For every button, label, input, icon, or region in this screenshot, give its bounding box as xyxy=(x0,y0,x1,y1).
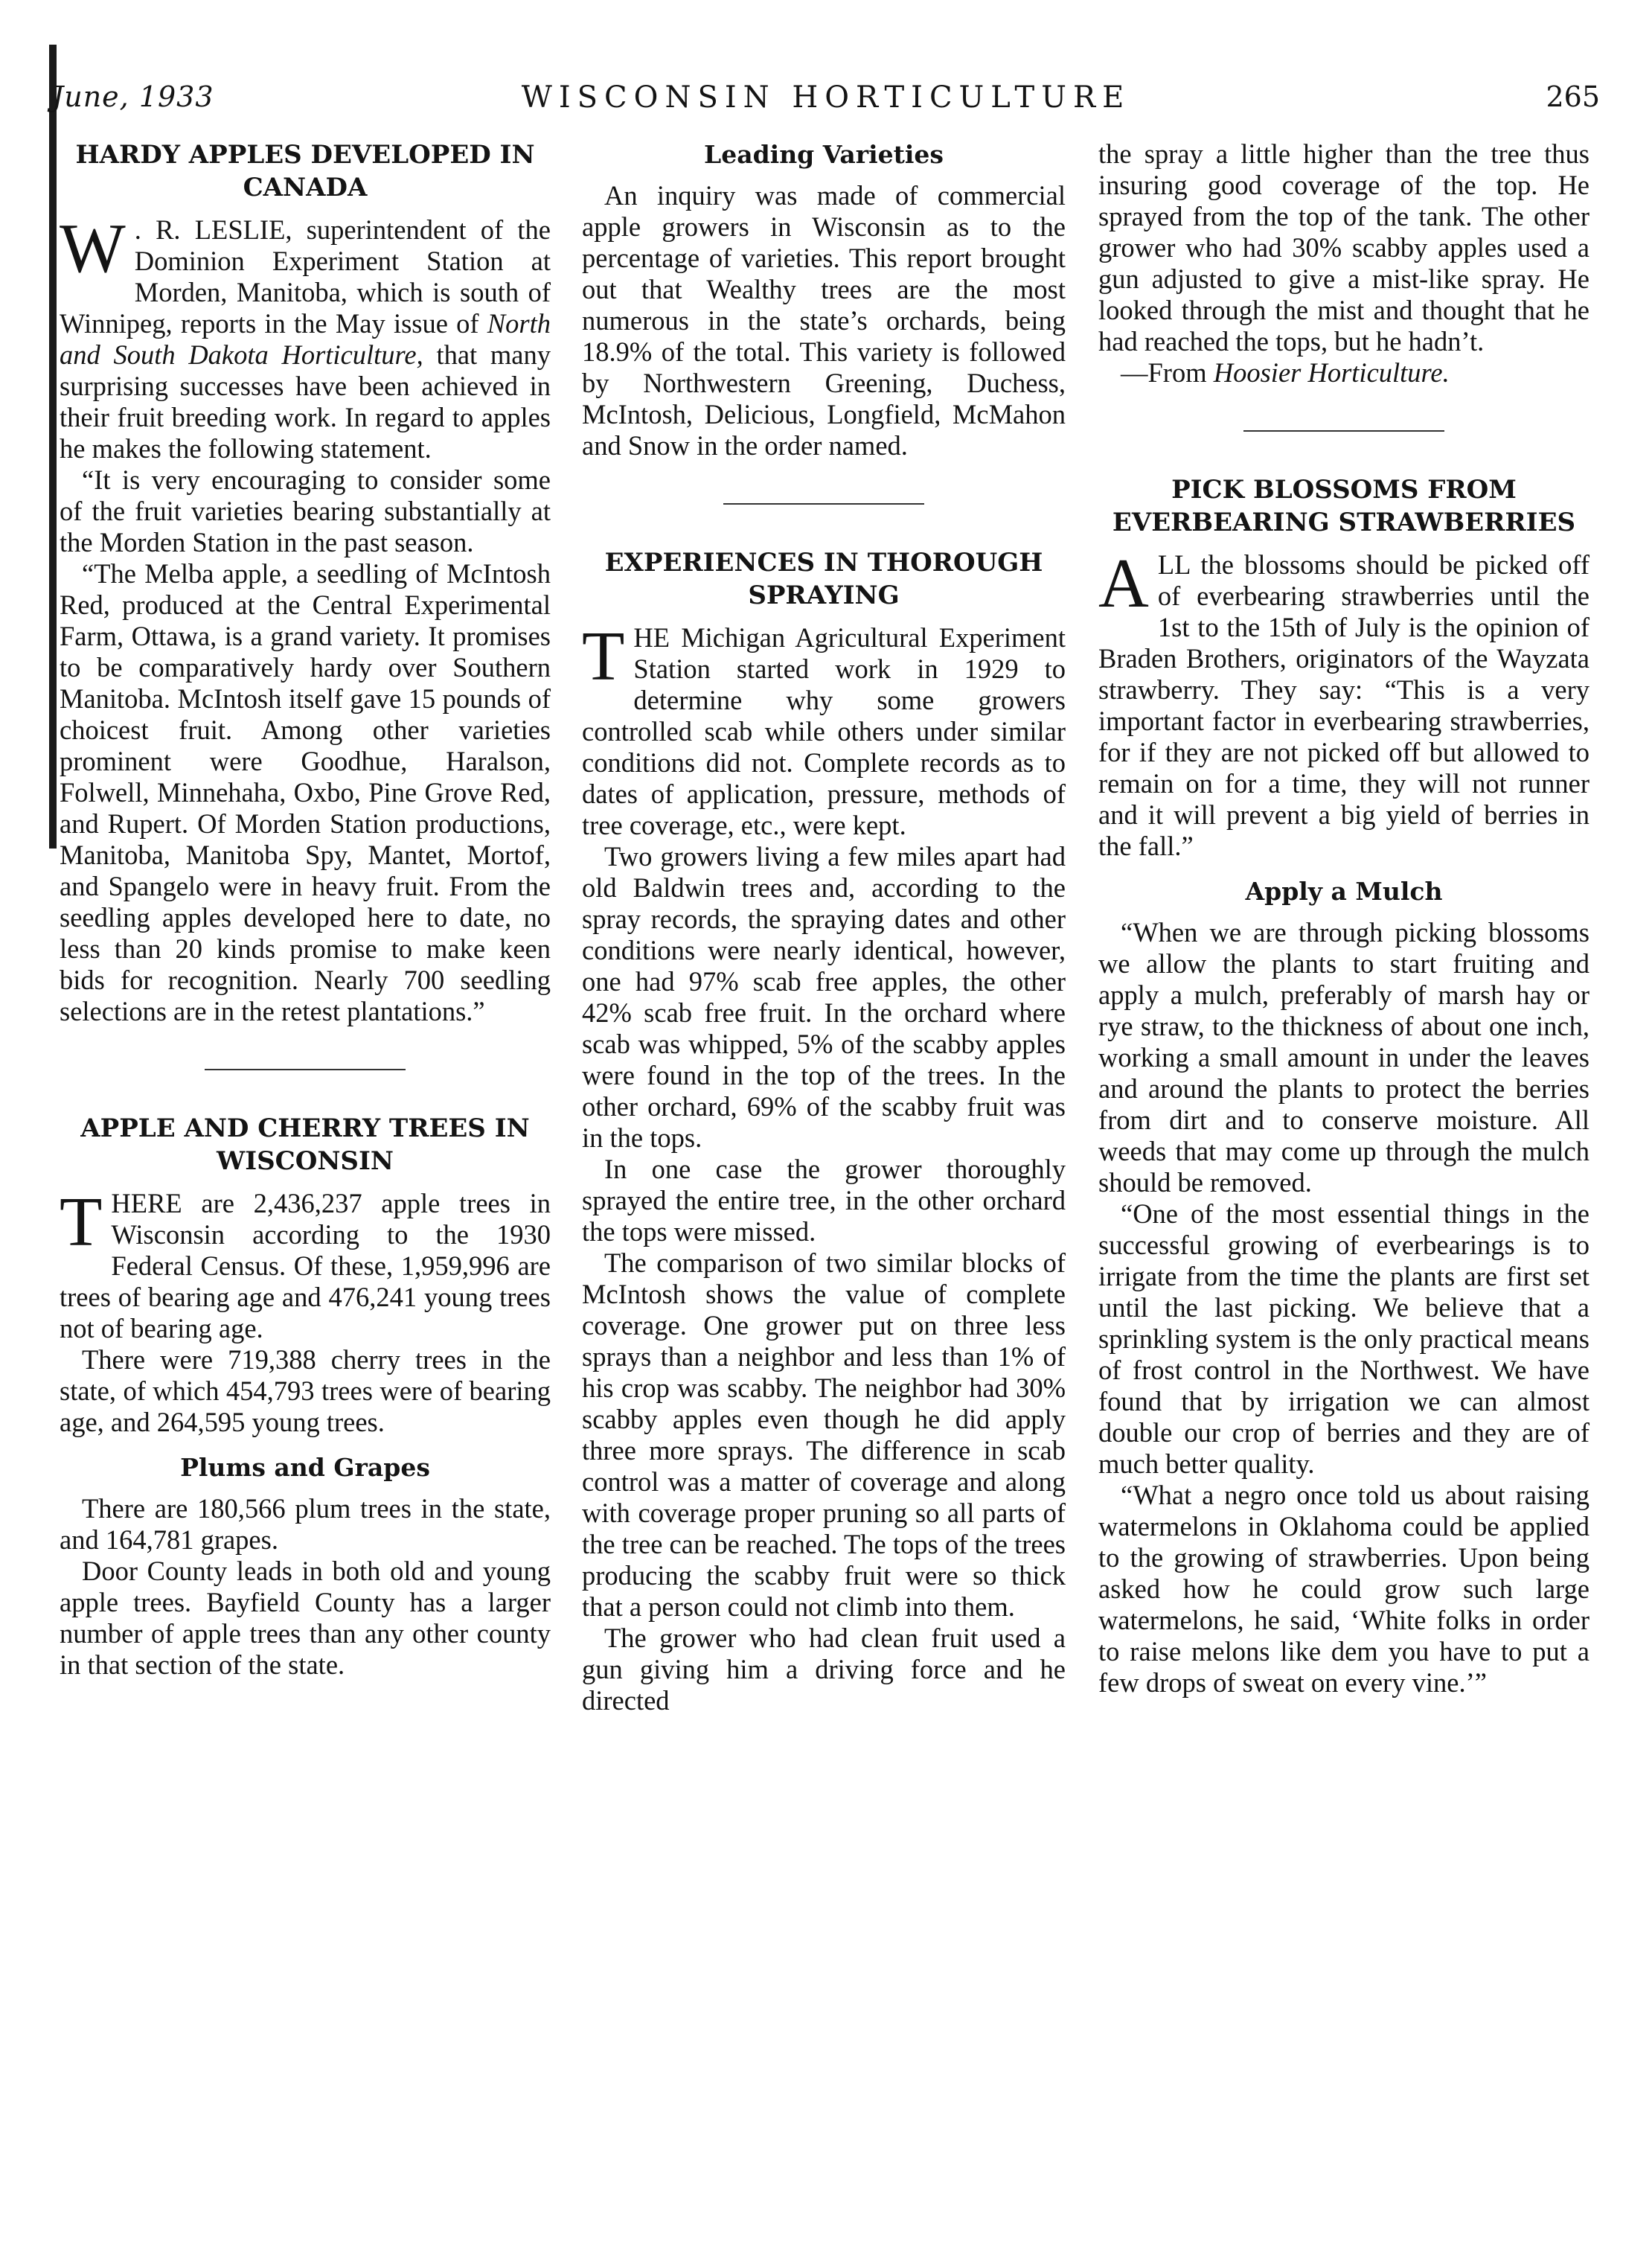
subheading-apply-mulch: Apply a Mulch xyxy=(1245,877,1443,906)
column-2 xyxy=(582,138,1066,2223)
article-paragraph: “One of the most essential things in the successful growing of everbearings is to irrigate from the time the plants are first set until the last picking. We believe that a sprinkling system is the only practical means of frost control in the Northwest. We have found that by irrigation we can almost double our crop of berries and they are of much better quality. xyxy=(1098,1198,1589,1479)
article-paragraph: THE Michigan Agricultural Experiment Station started work in 1929 to determine why some growers controlled scab while others under similar conditions did not. Complete records as to dates of application, pressure, methods of tree coverage, etc., were kept. xyxy=(582,618,1066,840)
drop-cap: T xyxy=(582,618,625,695)
page-number: 265 xyxy=(1546,80,1600,113)
article-heading-blossoms: PICK BLOSSOMS FROM EVERBEARING STRAWBERRIES xyxy=(1112,475,1576,537)
section-divider xyxy=(723,503,924,505)
column-1 xyxy=(60,138,551,2223)
article-paragraph: The grower who had clean fruit used a gun giving him a driving force and he directed xyxy=(582,1623,1066,1716)
article-paragraph: “The Melba apple, a seedling of McIntosh Red, produced at the Central Experimental Farm, Ottawa, is a grand variety. It promises to be comparatively hardy over Southern Manitoba. McIntosh itself gave 15 pounds of choicest fruit. Among other varieties prominent were Goodhue, Haralson, Folwell, Minnehaha, Oxbo, Pine Grove Red, and Rupert. Of Morden Station productions, Manitoba, Manitoba Spy, Mantet, Mortof, and Spangelo were in heavy fruit. From the seedling apples developed here to date, no less than 20 kinds promise to make keen bids for recognition. Nearly 700 seedling selections are in the retest plantations.” xyxy=(60,558,551,1026)
article-paragraph: Door County leads in both old and young apple trees. Bayfield County has a larger number of apple trees than any other county in that section of the state. xyxy=(60,1556,551,1680)
source-publication: Hoosier Horticulture. xyxy=(1213,357,1450,388)
article-paragraph: There are 180,566 plum trees in the state, and 164,781 grapes. xyxy=(60,1493,551,1555)
publication-title: North and South Dakota Horticulture, xyxy=(60,308,551,370)
article-paragraph: “It is very encouraging to consider some of the fruit varieties bearing substantially at the Morden Station in the past season. xyxy=(60,464,551,557)
article-heading-apple-cherry: APPLE AND CHERRY TREES IN WISCONSIN xyxy=(80,1113,530,1176)
subheading-plums-grapes: Plums and Grapes xyxy=(180,1453,430,1482)
running-head xyxy=(52,80,1600,125)
article-paragraph: Two growers living a few miles apart had old Baldwin trees and, according to the spray records, the spraying dates and other conditions were nearly identical, however, one had 97% scab free apples, the other 42% scab free fruit. In the orchard where scab was whipped, 5% of the scabby apples were found in the top of the trees. In the other orchard, 69% of the scabby fruit was in the tops. xyxy=(582,841,1066,1153)
article-paragraph: There were 719,388 cherry trees in the state, of which 454,793 trees were of bearing age, and 264,595 young trees. xyxy=(60,1344,551,1437)
source-credit: —From Hoosier Horticulture. xyxy=(1121,357,1450,388)
article-paragraph: “What a negro once told us about raising watermelons in Oklahoma could be applied to the growing of strawberries. Upon being asked how he could grow such large watermelons, he said, ‘White folks in order to raise melons like dem you have to put a few drops of sweat on every vine.’” xyxy=(1098,1480,1589,1698)
column-3 xyxy=(1098,138,1589,2223)
section-divider xyxy=(205,1069,406,1070)
drop-cap: A xyxy=(1098,545,1149,622)
article-paragraph: ALL the blossoms should be picked off of everbearing strawberries until the 1st to the 15th of July is the opinion of Braden Brothers, originators of the Wayzata strawberry. They say: “This is a very important factor in everbearing strawberries, for if they are not picked off but allowed to remain on for a time, they will not runner and it will prevent a big yield of berries in the fall.” xyxy=(1098,545,1589,861)
article-paragraph: THERE are 2,436,237 apple trees in Wisconsin according to the 1930 Federal Census. Of these, 1,959,996 are trees of bearing age and 476,241 young trees not of bearing age. xyxy=(60,1183,551,1343)
article-paragraph: “When we are through picking blossoms we allow the plants to start fruiting and apply a mulch, preferably of marsh hay or rye straw, to the thickness of about one inch, working a small amount in under the leaves and around the plants to protect the berries from dirt and to conserve moisture. All weeds that may come up through the mulch should be removed. xyxy=(1098,917,1589,1198)
section-divider xyxy=(1243,430,1444,432)
issue-date: June, 1933 xyxy=(52,80,214,113)
subheading-leading-varieties: Leading Varieties xyxy=(704,140,944,169)
binding-edge xyxy=(49,45,57,849)
drop-cap: T xyxy=(60,1183,103,1261)
article-paragraph: W . R. LESLIE, superintendent of the Dominion Experiment Station at Morden, Manitoba, which is south of Winnipeg, reports in the May issue of North and South Dakota Horticulture, that many surprising successes have been achieved in their fruit breeding work. In regard to apples he makes the following statement. xyxy=(60,210,551,464)
drop-cap: W xyxy=(60,210,126,287)
journal-title: WISCONSIN HORTICULTURE xyxy=(521,80,1131,115)
article-paragraph-continued: the spray a little higher than the tree thus insuring good coverage of the top. He sprayed from the top of the tank. The other grower who had 30% scabby apples used a gun adjusted to give a mist-like spray. He looked through the mist and thought that he had reached the tops, but he hadn’t. xyxy=(1098,138,1589,357)
article-paragraph: The comparison of two similar blocks of McIntosh shows the value of complete coverage. One grower put on three less sprays than a neighbor and less than 1% of his crop was scabby. The neighbor had 30% scabby apples even though he did apply three more sprays. The difference in scab control was a matter of coverage and along with coverage proper pruning so all parts of the tree can be reached. The tops of the trees producing the scabby fruit were so thick that a person could not climb into them. xyxy=(582,1247,1066,1622)
article-heading-hardy-apples: HARDY APPLES DEVELOPED IN CANADA xyxy=(75,140,535,202)
article-heading-spraying: EXPERIENCES IN THOROUGH SPRAYING xyxy=(604,548,1043,610)
article-paragraph: An inquiry was made of commercial apple growers in Wisconsin as to the percentage of varieties. This report brought out that Wealthy trees are the most numerous in the state’s orchards, being 18.9% of the total. This variety is followed by Northwestern Greening, Duchess, McIntosh, Delicious, Longfield, McMahon and Snow in the order named. xyxy=(582,180,1066,461)
article-paragraph: In one case the grower thoroughly sprayed the entire tree, in the other orchard the tops were missed. xyxy=(582,1154,1066,1247)
